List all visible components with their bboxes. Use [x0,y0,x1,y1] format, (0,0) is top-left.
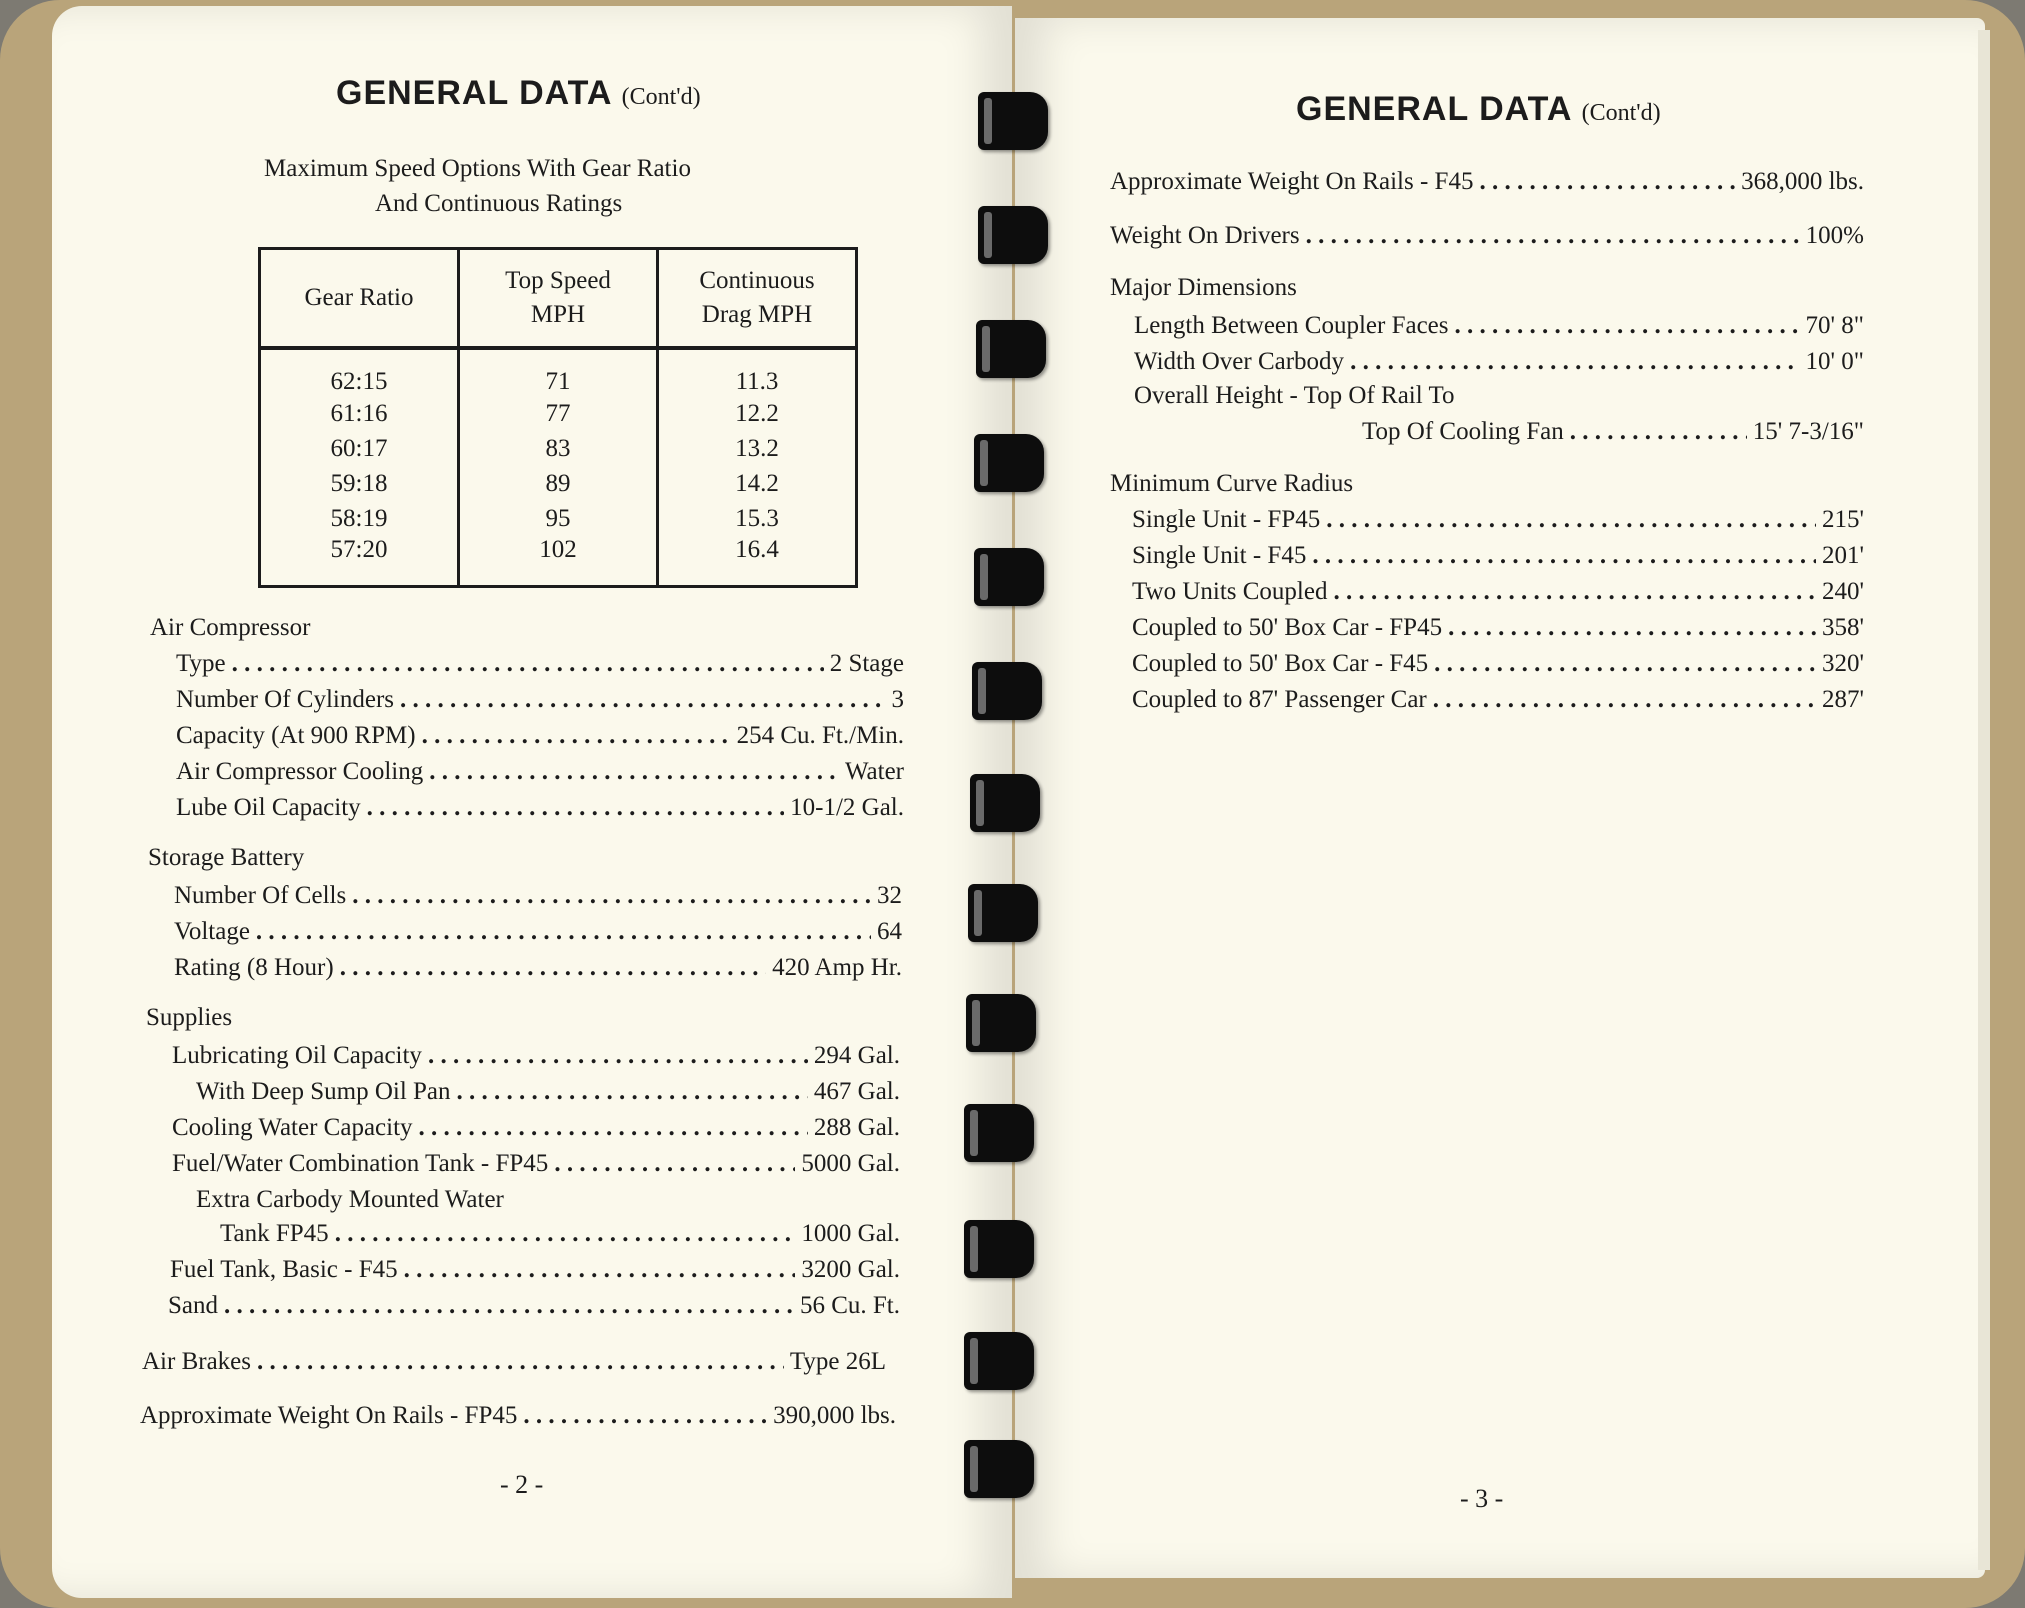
spec-label: Extra Carbody Mounted Water [196,1186,504,1213]
binding-ring [978,92,1048,150]
binding-ring [964,1440,1034,1498]
spec-row: Lube Oil Capacity . . . 10-1/2 Gal. [176,794,904,822]
section-title-storage-battery: Storage Battery [148,844,305,871]
binding-ring [976,320,1046,378]
gear-ratio-cell: 60:17 [260,431,459,466]
heading-title: GENERAL DATA [336,74,612,112]
section-title-air-compressor: Air Compressor [150,614,311,641]
gear-ratio-cell: 58:19 [260,501,459,536]
spec-row: With Deep Sump Oil Pan . . . 467 Gal. [196,1078,900,1106]
right-page [1015,18,1985,1578]
top-speed-cell: 83 [459,431,658,466]
drag-mph-cell: 15.3 [658,501,857,536]
spec-row: Width Over Carbody . . . 10' 0" [1134,348,1864,376]
spec-row: Rating (8 Hour) . . . 420 Amp Hr. [174,954,902,982]
top-speed-cell: 71 [459,348,658,396]
spec-row: Air Compressor Cooling . . . Water [176,758,904,786]
section-title-major-dimensions: Major Dimensions [1110,274,1297,301]
section-title-minimum-curve-radius: Minimum Curve Radius [1110,470,1354,497]
drag-mph-cell: 13.2 [658,431,857,466]
spec-row-air-brakes: Air Brakes . . . Type 26L [142,1348,886,1376]
spec-row: Fuel Tank, Basic - F45 . . . 3200 Gal. [170,1256,900,1284]
spec-row: Coupled to 87' Passenger Car . . . 287' [1132,686,1864,714]
top-speed-cell: 89 [459,466,658,501]
drag-mph-cell: 14.2 [658,466,857,501]
table-header-gear-ratio: Gear Ratio [260,249,459,349]
spec-row: Single Unit - F45 . . . 201' [1132,542,1864,570]
table-row [260,348,857,396]
spec-row: Cooling Water Capacity . . . 288 Gal. [172,1114,900,1142]
heading-subtitle: (Cont'd) [1581,100,1661,126]
spec-label: Overall Height - Top Of Rail To [1134,382,1455,409]
binding-ring [972,662,1042,720]
table-row [260,396,857,431]
spec-row: Top Of Cooling Fan . . . 15' 7-3/16" [1362,418,1864,446]
binding-ring [974,434,1044,492]
binding-ring [966,994,1036,1052]
table-row [260,536,857,586]
table-row [260,466,857,501]
binding-ring [964,1104,1034,1162]
top-speed-cell: 77 [459,396,658,431]
binding-ring [968,884,1038,942]
page-number: - 2 - [500,1470,544,1499]
spec-row: Two Units Coupled . . . 240' [1132,578,1864,606]
binding-ring [978,206,1048,264]
spec-row: Type . . . 2 Stage [176,650,904,678]
gear-ratio-cell: 59:18 [260,466,459,501]
gear-ratio-cell: 62:15 [260,348,459,396]
spec-row: Capacity (At 900 RPM) . . . 254 Cu. Ft./Min. [176,722,904,750]
spec-row-weight-f45: Approximate Weight On Rails - F45 . . . 368,000 lbs. [1110,168,1864,196]
spec-row: Coupled to 50' Box Car - FP45 . . . 358' [1132,614,1864,642]
spec-row: Sand . . . 56 Cu. Ft. [168,1292,900,1320]
gear-ratio-cell: 57:20 [260,536,459,586]
gear-ratio-table [258,247,858,588]
gear-ratio-cell: 61:16 [260,396,459,431]
heading-subtitle: (Cont'd) [621,84,701,110]
spec-row: Fuel/Water Combination Tank - FP45 . . . 5000 Gal. [172,1150,900,1178]
top-speed-cell: 95 [459,501,658,536]
table-header-top-speed: Top Speed MPH [459,249,658,349]
table-title-line-2: And Continuous Ratings [375,190,623,217]
spec-row: Number Of Cylinders . . . 3 [176,686,904,714]
table-title-line-1: Maximum Speed Options With Gear Ratio [264,155,691,182]
spec-row: Voltage . . . 64 [174,918,902,946]
page-number: - 3 - [1460,1484,1504,1513]
top-speed-cell: 102 [459,536,658,586]
table-header-continuous: Continuous Drag MPH [658,249,857,349]
page-edge [1978,30,1990,1570]
table-row [260,431,857,466]
binding-ring [964,1220,1034,1278]
drag-mph-cell: 16.4 [658,536,857,586]
spec-row: Single Unit - FP45 . . . 215' [1132,506,1864,534]
spec-row-weight-drivers: Weight On Drivers . . . 100% [1110,222,1864,250]
spec-row: Number Of Cells . . . 32 [174,882,902,910]
drag-mph-cell: 12.2 [658,396,857,431]
spec-row: Coupled to 50' Box Car - F45 . . . 320' [1132,650,1864,678]
spec-row: Tank FP45 . . . 1000 Gal. [220,1220,900,1248]
binding-ring [974,548,1044,606]
heading-title: GENERAL DATA [1296,90,1572,128]
section-title-supplies: Supplies [146,1004,233,1031]
page-heading [336,74,701,113]
drag-mph-cell: 11.3 [658,348,857,396]
spec-row: Length Between Coupler Faces . . . 70' 8" [1134,312,1864,340]
page-heading [1296,90,1661,129]
spec-row-weight-fp45: Approximate Weight On Rails - FP45 . . . 390,000 lbs. [140,1402,896,1430]
spec-row: Lubricating Oil Capacity . . . 294 Gal. [172,1042,900,1070]
table-row [260,501,857,536]
binding-ring [964,1332,1034,1390]
binding-ring [970,774,1040,832]
